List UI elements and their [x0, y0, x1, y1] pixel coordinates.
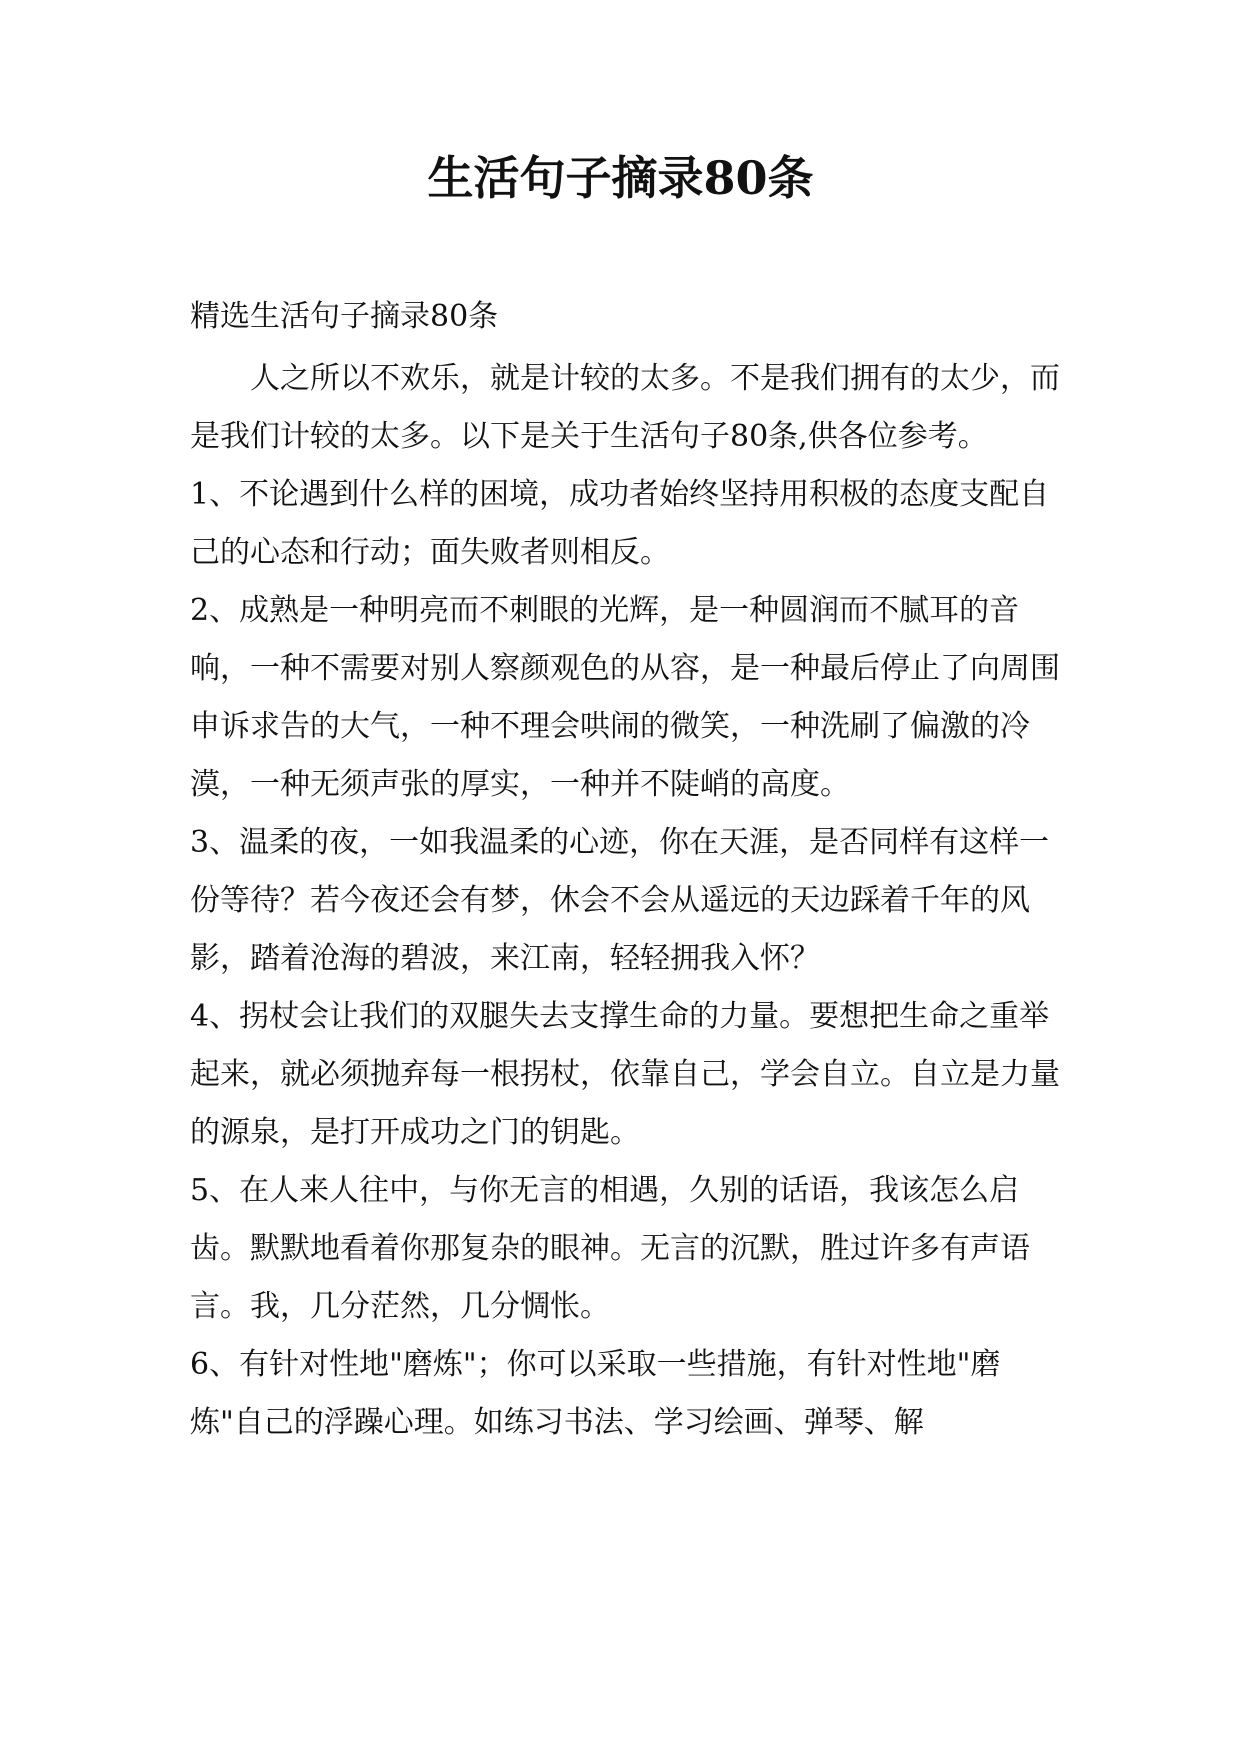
- document-body: [190, 288, 1060, 1452]
- quote-item-5: 5、在人来人往中，与你无言的相遇，久别的话语，我该怎么启齿。默默地看着你那复杂的眼神。无言的沉默，胜过许多有声语言。我，几分茫然，几分惆怅。: [190, 1173, 1030, 1324]
- quote-item-1: 1、不论遇到什么样的困境，成功者始终坚持用积极的态度支配自己的心态和行动；面失败者则相反。: [190, 477, 1050, 570]
- intro-paragraph: 人之所以不欢乐，就是计较的太多。不是我们拥有的太少，而是我们计较的太多。以下是关于生活句子80条,供各位参考。: [190, 361, 1060, 454]
- quote-item-4: 4、拐杖会让我们的双腿失去支撑生命的力量。要想把生命之重举起来，就必须抛弃每一根拐杖，依靠自己，学会自立。自立是力量的源泉，是打开成功之门的钥匙。: [190, 999, 1060, 1150]
- quote-item-6: 6、有针对性地"磨炼"；你可以采取一些措施，有针对性地"磨炼"自己的浮躁心理。如练习书法、学习绘画、弹琴、解: [190, 1347, 1001, 1440]
- document-subtitle: 精选生活句子摘录80条: [190, 299, 499, 334]
- quote-item-2: 2、成熟是一种明亮而不刺眼的光辉，是一种圆润而不腻耳的音响，一种不需要对别人察颜观色的从容，是一种最后停止了向周围申诉求告的大气，一种不理会哄闹的微笑，一种洗刷了偏激的冷漠，一种无须声张的厚实，一种并不陡峭的高度。: [190, 593, 1060, 802]
- document-title: 生活句子摘录80条: [427, 151, 814, 205]
- quote-item-3: 3、温柔的夜，一如我温柔的心迹，你在天涯，是否同样有这样一份等待？若今夜还会有梦，休会不会从遥远的天边踩着千年的风影，踏着沧海的碧波，来江南，轻轻拥我入怀？: [190, 825, 1050, 976]
